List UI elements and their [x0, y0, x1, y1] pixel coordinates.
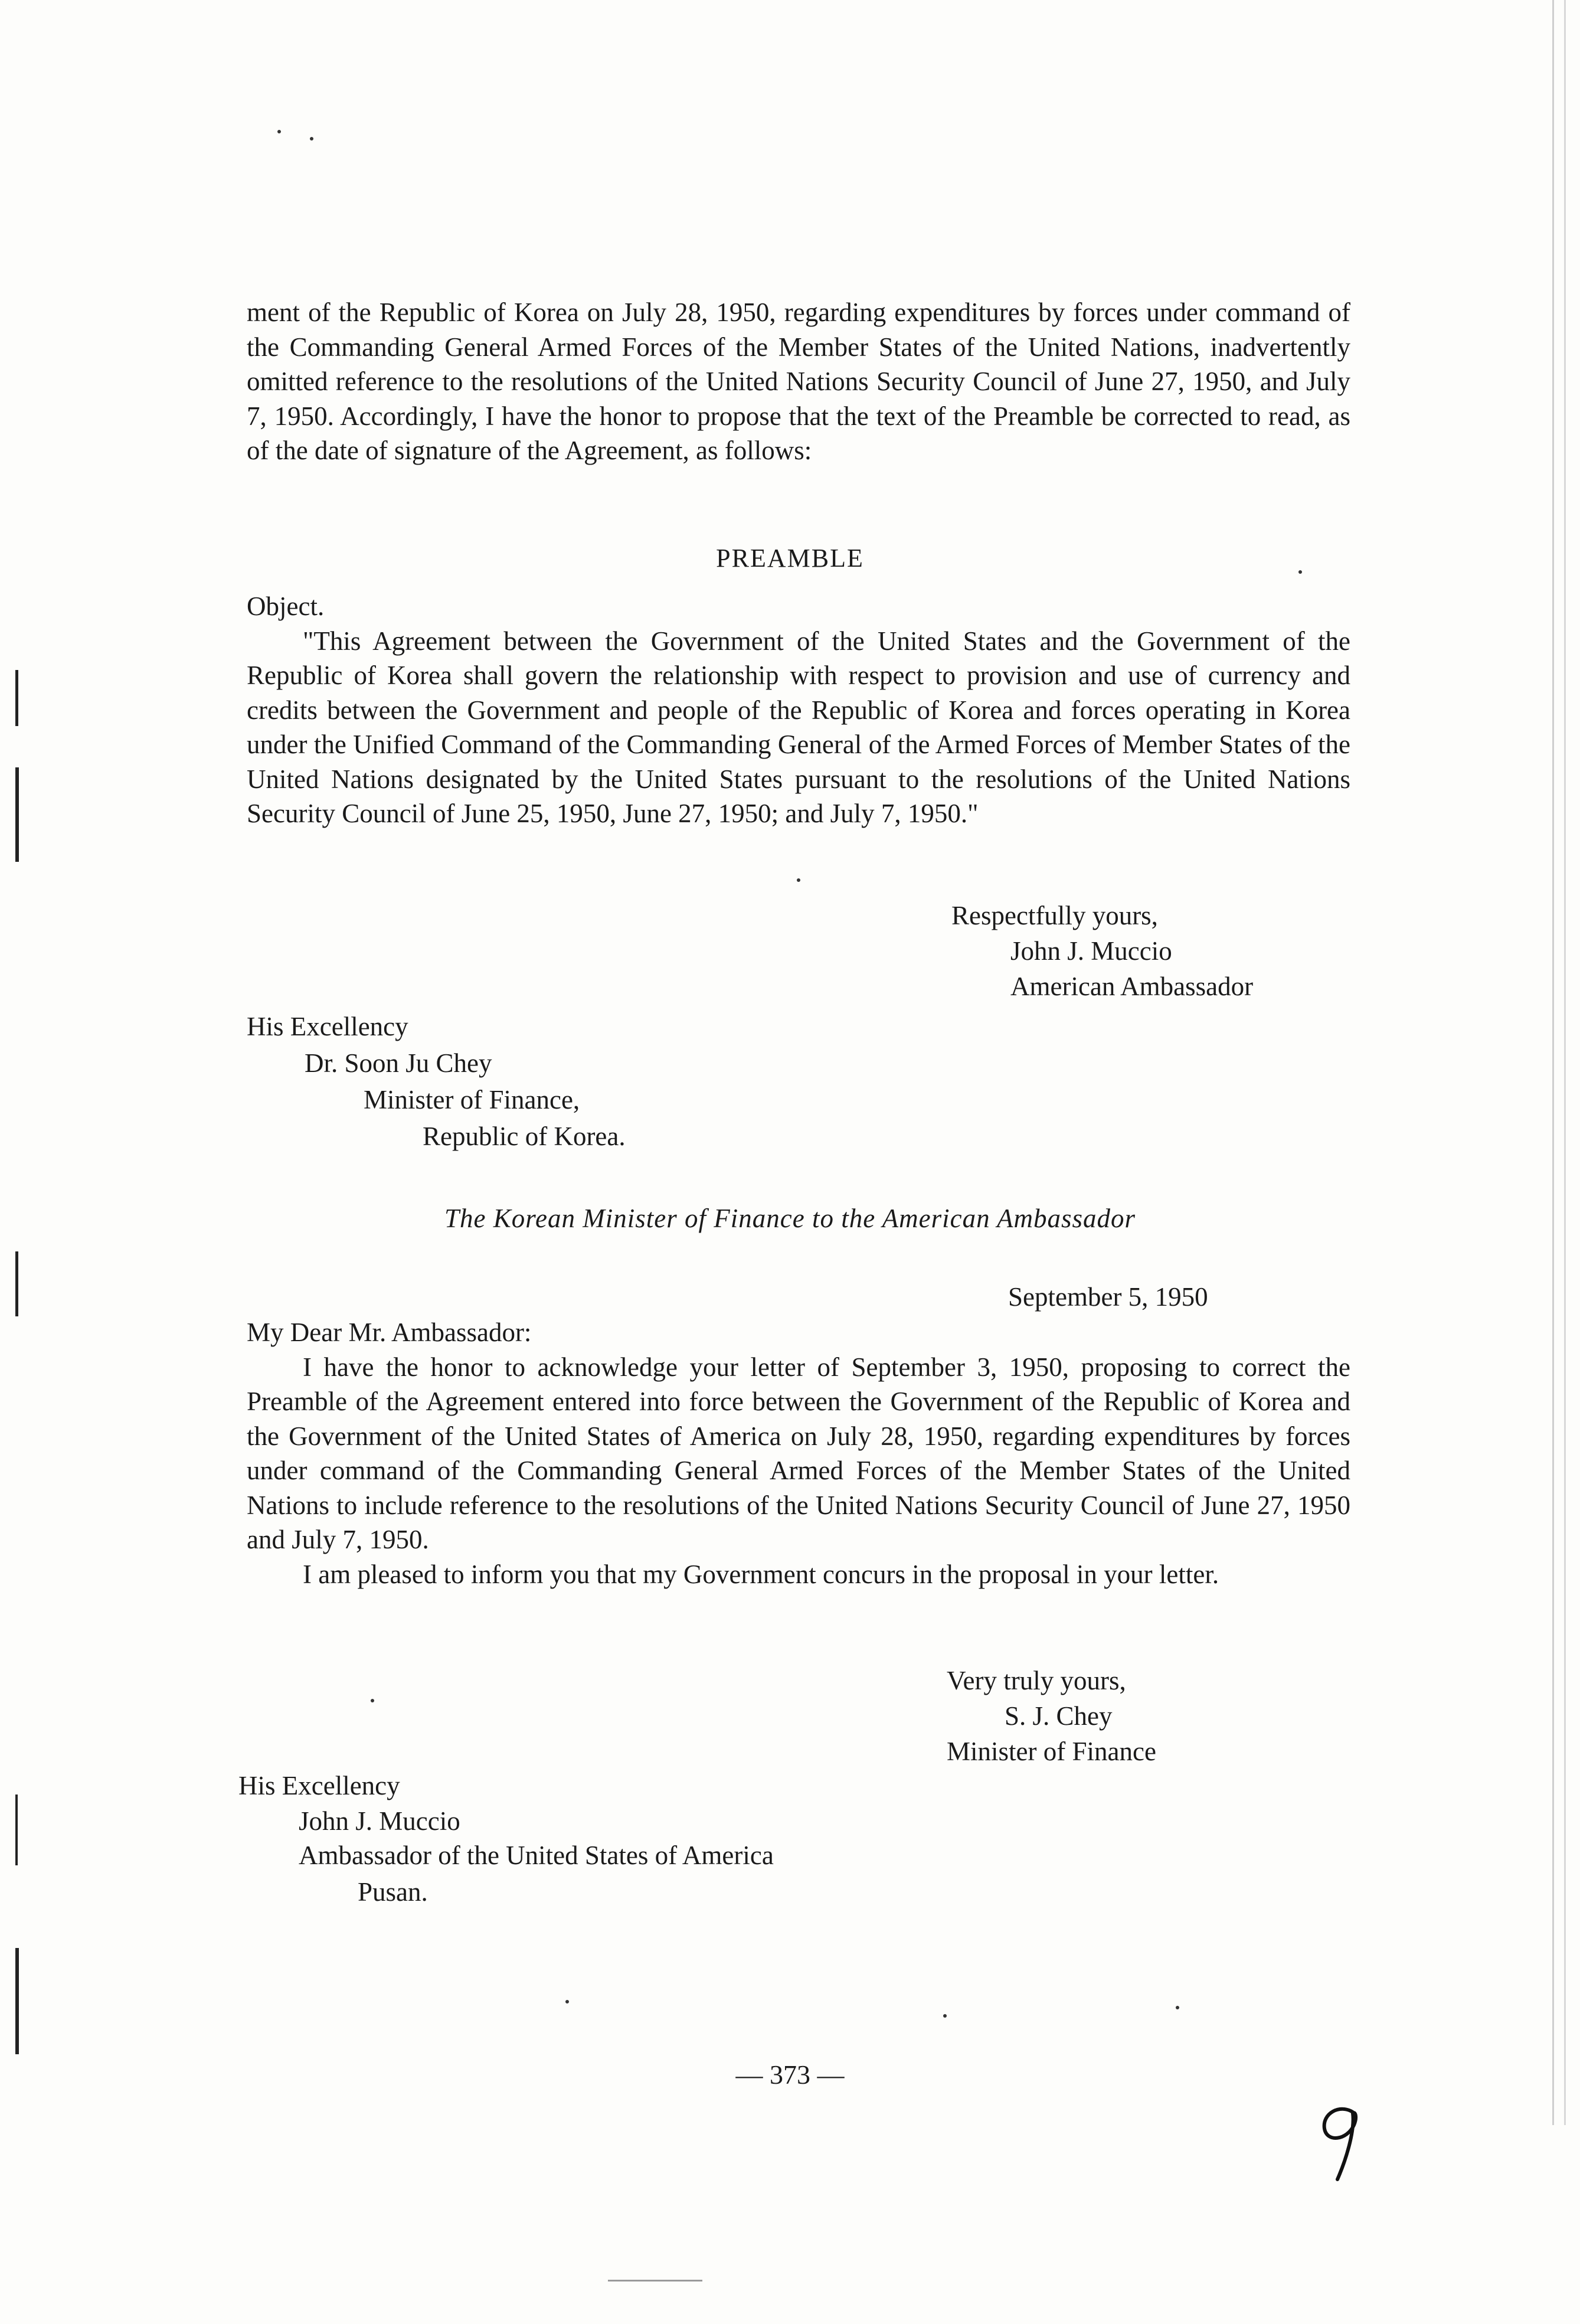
- scan-speck: [371, 1699, 374, 1702]
- letter2-addressee-line2: John J. Muccio: [299, 1806, 460, 1836]
- scan-right-edge-line: [1564, 0, 1566, 2125]
- intro-paragraph-text: ment of the Republic of Korea on July 28, 1950, regarding expenditures by forces under command of the Commanding General Armed Forces of the Member States of the United Nations, inadvertently omitted reference to the resolutions of the United Nations Security Council of June 27, 1950, and July 7, 1950. Accordingly, I have the honor to propose that the text of the Preamble be corrected to read, as of the date of signature of the Agreement, as follows:: [247, 298, 1350, 465]
- letter1-closing: Respectfully yours,: [951, 901, 1158, 930]
- scan-edge-mark: [15, 1251, 18, 1316]
- scan-edge-mark: [15, 670, 18, 726]
- scan-speck: [1298, 570, 1302, 574]
- letter1-addressee-line2: Dr. Soon Ju Chey: [305, 1048, 492, 1078]
- scan-bottom-mark: [608, 2280, 702, 2281]
- letter2-title: The Korean Minister of Finance to the American Ambassador: [444, 1204, 1136, 1233]
- intro-paragraph: [247, 295, 1350, 468]
- letter1-addressee-line4: Republic of Korea.: [423, 1122, 626, 1151]
- handwritten-page-mark-text: [1369, 2101, 1370, 2102]
- letter1-signer-title: American Ambassador: [1010, 972, 1254, 1001]
- letter2-salutation: My Dear Mr. Ambassador:: [247, 1318, 532, 1347]
- scan-edge-mark: [15, 1948, 19, 2054]
- scan-edge-mark: [15, 1795, 18, 1865]
- letter2-addressee-line1: His Excellency: [238, 1771, 400, 1800]
- letter2-paragraph1: I have the honor to acknowledge your letter of September 3, 1950, proposing to correct the Preamble of the Agreement entered into force between the Government of the Republic of Korea and the Government of the United States of America on July 28, 1950, regarding expenditures by forces under command of the Commanding General Armed Forces of the Member States of the United Nations to include reference to the resolutions of the United Nations Security Council of June 27, 1950 and July 7, 1950.: [247, 1352, 1350, 1554]
- letter2-date: September 5, 1950: [1008, 1282, 1208, 1312]
- scan-speck: [310, 137, 313, 140]
- letter2-paragraph2: I am pleased to inform you that my Government concurs in the proposal in your letter.: [303, 1559, 1219, 1589]
- letter2-signer-title: Minister of Finance: [947, 1737, 1156, 1766]
- preamble-block: [247, 589, 1350, 831]
- scan-speck: [1176, 2006, 1179, 2009]
- scan-edge-mark: [15, 767, 19, 862]
- preamble-heading: PREAMBLE: [716, 544, 864, 573]
- letter2-addressee-line4: Pusan.: [358, 1877, 428, 1907]
- scan-speck: [277, 130, 281, 133]
- scan-speck: [797, 878, 800, 882]
- letter1-addressee-line3: Minister of Finance,: [364, 1085, 580, 1114]
- scan-right-edge-line: [1552, 0, 1554, 2125]
- object-label: Object.: [247, 591, 325, 621]
- letter2-body: [247, 1315, 1350, 1591]
- scan-speck: [565, 2000, 569, 2003]
- letter1-signer-name: John J. Muccio: [1010, 936, 1172, 966]
- letter2-addressee-line3: Ambassador of the United States of America: [299, 1841, 774, 1870]
- preamble-text: "This Agreement between the Government of the United States and the Government of the Republic of Korea shall govern the relationship with respect to provision and use of currency and credits between the Government and people of the Republic of Korea and forces operating in Korea under the Unified Command of the Commanding General of the Armed Forces of Member States of the United Nations designated by the United States pursuant to the resolutions of the United Nations Security Council of June 25, 1950, June 27, 1950; and July 7, 1950.": [247, 626, 1350, 828]
- letter2-signer-name: S. J. Chey: [1005, 1701, 1113, 1731]
- letter1-addressee-line1: His Excellency: [247, 1012, 408, 1041]
- scan-speck: [943, 2014, 947, 2018]
- letter2-closing: Very truly yours,: [947, 1666, 1126, 1695]
- handwritten-page-mark: [1316, 2101, 1369, 2187]
- page-number: — 373 —: [735, 2060, 845, 2090]
